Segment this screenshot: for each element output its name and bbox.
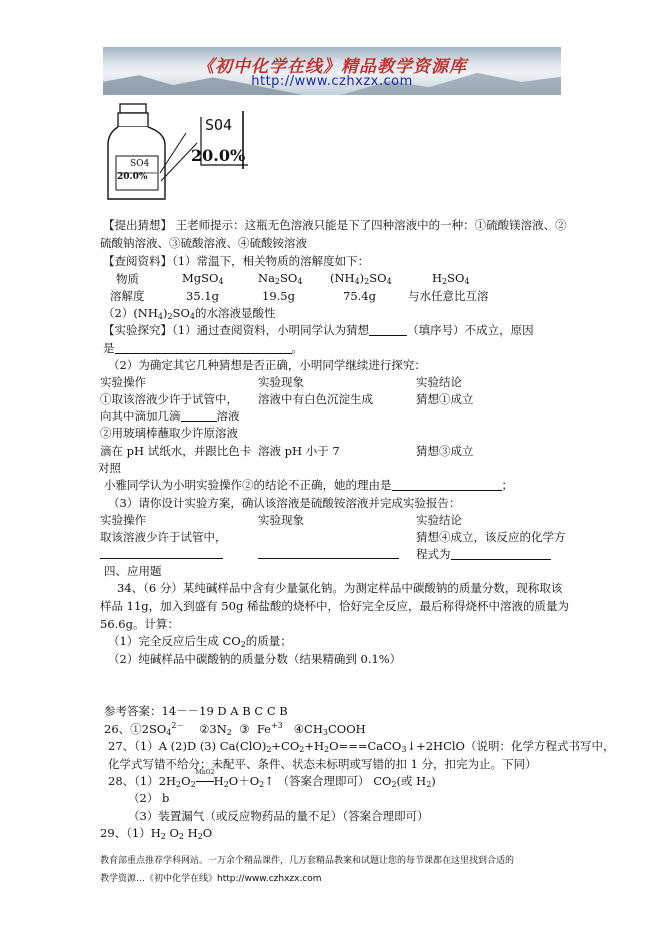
label-small-pct: 20.0% [117,172,148,182]
table-header: 实验现象 [258,375,304,389]
answer-line: 26、$①2SO_4^{2-}$ $②3N_2$ ③ $Fe^{+3}$ $④CH_3COOH$ [104,721,366,737]
label-big-top: SO4 [205,116,233,134]
table-cell: 19.5g [262,289,295,303]
table-header: 实验结论 [416,375,462,389]
table-header: 实验操作 [100,513,146,527]
answer-line: 27、（1）A (2)D (3) $Ca(ClO)_2+CO_2+H_2O===CaCO_3↓+2HClO$（说明：化学方程式书写中， [108,739,615,754]
table-header: $(NH_4)_2SO_4$ [330,271,392,286]
text-line: 56.6g。计算： [100,617,179,631]
text-line: 样品 11g，加入到盛有 50g 稀盐酸的烧杯中，恰好完全反应，最后称得烧杯中溶液的质量为 [100,599,569,613]
answer-blank[interactable] [100,547,223,559]
text-line: 小雅同学认为小明实验操作②的结论不正确，她的理由是 ； [104,478,513,492]
table-cell: 猜想④成立，该反应的化学方 [416,530,566,544]
table-cell: 75.4g [343,289,376,303]
table-header: 实验现象 [258,513,304,527]
text-line: （3）请你设计实验方案，确认该溶液是硫酸铵溶液并完成实验报告： [108,496,461,510]
table-cell: 35.1g [186,289,219,303]
answer-line: （2） b [128,791,170,805]
answer-blank[interactable] [258,547,399,559]
answer-line: 28、$(1)2H_2O_2$ MnO2 $H_2O+O_2↑$ （答案合理即可） $CO_2$(或 $H_2$) [108,769,436,789]
table-cell: 向其中滴加几滴 溶液 [100,409,240,423]
table-cell: 与水任意比互溶 [408,289,489,303]
label-small-top: SO4 [130,159,150,169]
text-line: 34、（6 分）某纯碱样品中含有少量氯化钠。为测定样品中碳酸钠的质量分数，现称取该 [117,581,563,595]
table-cell: 滴在 pH 试纸水，并跟比色卡 [100,444,252,458]
section-heading: 四、应用题 [104,564,162,578]
banner-title: 《初中化学在线》精品教学资源库 [197,57,467,77]
answer-heading: 参考答案：14－－19 D A B C C B [104,704,288,718]
banner-url[interactable]: http://www.czhxzx.com [251,74,413,89]
table-cell: 取该溶液少许于试管中， [100,530,227,544]
header-banner [103,47,561,95]
answer-line: 29、$(1)H_2$ $O_2$ $H_2O$ [100,826,213,841]
label-big-pct: 20.0% [191,146,246,165]
footer-line: 教学资源…《初中化学在线》http://www.czhxzx.com [100,874,322,884]
text-line: $(2)(NH_4)_2SO_4$的水溶液显酸性 [103,306,276,321]
table-cell: 溶解度 [110,289,145,303]
answer-line: （3）装置漏气（或反应物药品的量不足）（答案合理即可） [128,809,429,823]
table-header: MgSO$_4$ [182,271,224,286]
answer-line: 化学式写错不给分；未配平、条件、状态未标明或写错的扣 1 分，扣完为止。下同） [108,757,537,771]
table-header: 实验操作 [100,375,146,389]
table-header: $Na_2SO_4$ [258,271,303,286]
table-cell: ①取该溶液少许于试管中， [100,392,238,406]
text-line: 硫酸钠溶液、③硫酸溶液、④硫酸铵溶液 [100,236,307,250]
text-line: （1）完全反应后生成 $CO_2$的质量； [108,634,292,649]
table-header: 实验结论 [416,513,462,527]
text-line: 【提出猜想】 王老师提示：这瓶无色溶液只能是下了四种溶液中的一种：①硫酸镁溶液、② [103,218,567,232]
table-header: $H_2SO_4$ [432,271,470,286]
reagent-bottle-figure [103,103,273,203]
table-cell: 溶液中有白色沉淀生成 [258,392,373,406]
text-line: （2）纯碱样品中碳酸钠的质量分数（结果精确到 0.1%） [108,652,402,666]
table-cell: 对照 [98,461,121,475]
table-cell: 程式为 [416,546,551,562]
table-cell: 猜想③成立 [416,444,474,458]
table-header: 物质 [116,272,139,286]
text-line: 是 。 [103,341,303,355]
text-line: 【查阅资料】（1）常温下，相关物质的溶解度如下： [103,254,370,268]
footer-line: 教育部重点推荐学科网站。一万余个精品课件，几万套精品教案和试题让您的每节课都在这里找到合适的 [100,856,515,866]
table-cell: 猜想①成立 [416,392,474,406]
text-line: （2）为确定其它几种猜想是否正确，小明同学继续进行探究： [108,358,426,372]
table-cell: 溶液 pH 小于 7 [258,444,340,458]
text-line: 【实验探究】（1）通过查阅资料，小明同学认为猜想 （填序号）不成立，原因 [103,323,534,337]
table-cell: ②用玻璃棒蘸取少许原溶液 [100,426,238,440]
